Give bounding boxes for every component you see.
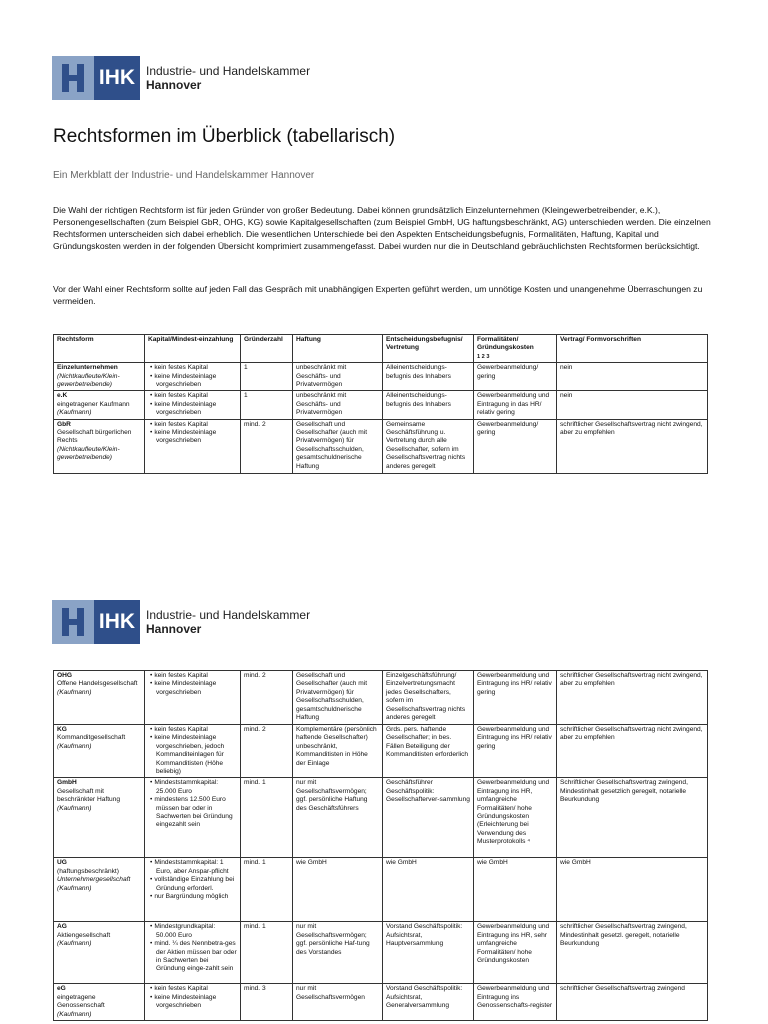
form-name: Einzelunternehmen: [57, 364, 118, 372]
cell-formalitaeten: Gewerbeanmeldung und Eintragung ins HR/ relativ gering: [474, 671, 557, 725]
kapital-item: • keine Mindesteinlage vorgeschrieben, jedoch Kommanditeinlagen für Kommanditisten (Höhe beliebig): [148, 734, 237, 776]
cell-rechtsform: [54, 725, 145, 778]
cell-entscheidung: Alleinentscheidungs-befugnis des Inhabers: [383, 363, 474, 391]
cell-gruender: mind. 2: [241, 725, 293, 778]
cell-kapital: [145, 922, 241, 984]
kapital-list: [148, 421, 237, 446]
cell-vertrag: nein: [557, 363, 708, 391]
header-vertrag: Vertrag/ Formvorschriften: [557, 335, 708, 363]
cell-formalitaeten: Gewerbeanmeldung und Eintragung in das HR/ relativ gering: [474, 391, 557, 419]
form-full-name: Gesellschaft mit beschränkter Haftung: [57, 787, 121, 804]
cell-haftung: nur mit Gesellschaftsvermögen; ggf. persönliche Haf-tung des Vorstandes: [293, 922, 383, 984]
cell-haftung: unbeschränkt mit Geschäfts- und Privatvermögen: [293, 391, 383, 419]
form-category: Unternehmergesellschaft (Kaufmann): [57, 876, 131, 892]
cell-kapital: [145, 984, 241, 1021]
form-category: (Kaufmann): [57, 1010, 92, 1018]
kapital-item: • mindestens 12.500 Euro müssen bar oder in Sachwerten bei Gründung eingezahlt sein: [148, 796, 237, 830]
logo-name: [140, 600, 310, 644]
ihk-emblem-icon: [52, 56, 94, 100]
cell-rechtsform: [54, 671, 145, 725]
table-row: [54, 671, 708, 725]
table-row: [54, 858, 708, 922]
form-category: (Nichtkaufleute/Klein-gewerbetreibende): [57, 372, 120, 389]
kapital-item: • nur Bargründung möglich: [148, 893, 237, 901]
ihk-logo-2: [52, 600, 310, 644]
form-category: (Kaufmann): [57, 688, 92, 696]
intro-paragraph: Die Wahl der richtigen Rechtsform ist für jeden Gründer von großer Bedeutung. Dabei können grundsätzlich Einzelunternehmen (Kleingewerbetreibender, e.K.), Personengesellschaften (zum Beispiel GbR, OHG, KG) sowie Kapitalgesellschaften (zum Beispiel GmbH, UG haftungsbeschränkt, AG) unterschieden werden. Die einzelnen Rechtsformen unterscheiden sich dabei erheblich. Die wesentlichen Unterschiede bei den Aspekten Entscheidungsbefugnis, Formalitäten, Haftung, Kapital und Gründungskosten werden in der folgenden Übersicht komprimiert zusammengefasst. Dabei wurden nur die in Deutschland gebräuchlichsten Rechtsformen berücksichtigt.: [53, 205, 711, 251]
kapital-item: • kein festes Kapital: [148, 421, 237, 429]
cell-vertrag: schriftlicher Gesellschaftsvertrag nicht zwingend, aber zu empfehlen: [557, 419, 708, 473]
cell-kapital: [145, 671, 241, 725]
table-row: [54, 391, 708, 419]
kapital-item: • Mindeststammkapital: 25.000 Euro: [148, 779, 237, 796]
kapital-item: • keine Mindesteinlage vorgeschrieben: [148, 373, 237, 390]
logo-abbr: IHK: [94, 600, 140, 644]
kapital-item: • kein festes Kapital: [148, 985, 237, 993]
cell-gruender: mind. 3: [241, 984, 293, 1021]
cell-rechtsform: [54, 391, 145, 419]
table-row: [54, 419, 708, 473]
cell-vertrag: nein: [557, 391, 708, 419]
form-name: OHG: [57, 672, 73, 679]
cell-entscheidung: Einzelgeschäftsführung/ Einzelvertretungsmacht jedes Gesellschafters, sofern im Gesellschaftsvertrag nichts anderes geregelt: [383, 671, 474, 725]
cell-entscheidung: Gemeinsame Geschäftsführung u. Vertretung durch alle Gesellschafter, sofern im Gesellschaftsvertrag nichts anderes geregelt: [383, 419, 474, 473]
form-name: KG: [57, 726, 67, 733]
cell-gruender: mind. 2: [241, 671, 293, 725]
legal-forms-table-2: [53, 670, 708, 1021]
cell-rechtsform: [54, 778, 145, 858]
advice-paragraph: Vor der Wahl einer Rechtsform sollte auf jeden Fall das Gespräch mit unabhängigen Experten geführt werden, um unnötige Kosten und unangenehme Überraschungen zu vermeiden.: [53, 284, 703, 306]
header-haftung: Haftung: [293, 335, 383, 363]
cell-rechtsform: [54, 922, 145, 984]
cell-entscheidung: Vorstand Geschäftspolitik: Aufsichtsrat, Hauptversammlung: [383, 922, 474, 984]
form-name: e.K: [57, 392, 68, 400]
cell-kapital: [145, 391, 241, 419]
cell-haftung: wie GmbH: [293, 858, 383, 922]
kapital-list: [148, 364, 237, 389]
header-formalitaeten: [474, 335, 557, 363]
cell-vertrag: wie GmbH: [557, 858, 708, 922]
ihk-logo: [52, 56, 310, 100]
logo-abbr: IHK: [94, 56, 140, 100]
cell-kapital: [145, 858, 241, 922]
cell-rechtsform: [54, 984, 145, 1021]
form-name: GbR: [57, 420, 71, 428]
kapital-list: [148, 923, 237, 973]
page-subtitle: Ein Merkblatt der Industrie- und Handelskammer Hannover: [53, 170, 315, 181]
kapital-list: [148, 726, 237, 776]
table-row: [54, 363, 708, 391]
cell-formalitaeten: Gewerbeanmeldung und Eintragung ins HR/ relativ gering: [474, 725, 557, 778]
cell-rechtsform: [54, 419, 145, 473]
form-full-name: Kommanditgesellschaft: [57, 734, 126, 742]
cell-haftung: nur mit Gesellschaftsvermögen; ggf. persönliche Haftung des Geschäftsführers: [293, 778, 383, 858]
form-full-name: eingetragener Kaufmann: [57, 400, 130, 408]
form-category: (Kaufmann): [57, 804, 92, 812]
cell-entscheidung: Alleinentscheidungs-befugnis des Inhabers: [383, 391, 474, 419]
header-formalitaeten-label: Formalitäten/ Gründungskosten: [477, 336, 534, 352]
cell-kapital: [145, 363, 241, 391]
kapital-item: • keine Mindesteinlage vorgeschrieben: [148, 994, 237, 1011]
form-full-name: (haftungsbeschränkt): [57, 867, 119, 875]
cell-formalitaeten: Gewerbeanmeldung und Eintragung ins HR, umfangreiche Formalitäten/ hohe Gründungskosten (Erleichterung bei Verwendung des Musterprotokolls ⁴: [474, 778, 557, 858]
table-row: [54, 922, 708, 984]
logo-line1: Industrie- und Handelskammer: [146, 64, 311, 78]
cell-kapital: [145, 419, 241, 473]
cell-gruender: mind. 1: [241, 922, 293, 984]
cell-gruender: 1: [241, 363, 293, 391]
header-entscheidung: Entscheidungsbefugnis/ Vertretung: [383, 335, 474, 363]
cell-gruender: mind. 1: [241, 778, 293, 858]
logo-name: [140, 56, 310, 100]
form-full-name: Offene Handelsgesellschaft: [57, 680, 138, 688]
cell-haftung: unbeschränkt mit Geschäfts- und Privatvermögen: [293, 363, 383, 391]
cell-gruender: mind. 1: [241, 858, 293, 922]
cell-gruender: mind. 2: [241, 419, 293, 473]
cell-rechtsform: [54, 363, 145, 391]
cell-haftung: Gesellschaft und Gesellschafter (auch mit Privatvermögen) für Gesellschaftsschulden, gesamtschuldnerische Haftung: [293, 419, 383, 473]
header-kapital: Kapital/Mindest-einzahlung: [145, 335, 241, 363]
table-body-2: [54, 671, 708, 1021]
ihk-emblem-icon: [52, 600, 94, 644]
cell-kapital: [145, 778, 241, 858]
page-title: Rechtsformen im Überblick (tabellarisch): [53, 126, 396, 147]
cell-vertrag: schriftlicher Gesellschaftsvertrag zwingend: [557, 984, 708, 1021]
kapital-item: • kein festes Kapital: [148, 672, 237, 680]
header-gruender: Gründerzahl: [241, 335, 293, 363]
footnote-refs: 1 2 3: [477, 353, 490, 360]
logo-line2: Hannover: [146, 78, 202, 92]
cell-vertrag: Schriftlicher Gesellschaftsvertrag zwingend, Mindestinhalt gesetzlich geregelt, notarielle Beurkundung: [557, 778, 708, 858]
kapital-item: • Mindestgrundkapital: 50.000 Euro: [148, 923, 237, 940]
kapital-list: [148, 985, 237, 1010]
kapital-list: [148, 392, 237, 417]
kapital-item: • keine Mindesteinlage vorgeschrieben: [148, 429, 237, 446]
logo-line2: Hannover: [146, 622, 202, 636]
cell-haftung: Gesellschaft und Gesellschafter (auch mit Privatvermögen) für Gesellschaftsschulden, gesamtschuldnerische Haftung: [293, 671, 383, 725]
cell-rechtsform: [54, 858, 145, 922]
cell-formalitaeten: wie GmbH: [474, 858, 557, 922]
header-rechtsform: Rechtsform: [54, 335, 145, 363]
form-full-name: Aktiengesellschaft: [57, 931, 111, 939]
table-row: [54, 725, 708, 778]
form-name: UG: [57, 859, 67, 867]
kapital-item: • kein festes Kapital: [148, 364, 237, 372]
form-category: (Kaufmann): [57, 940, 92, 948]
form-category: (Kaufmann): [57, 742, 92, 750]
logo-line1: Industrie- und Handelskammer: [146, 608, 311, 622]
cell-entscheidung: Vorstand Geschäftspolitik: Aufsichtsrat, Generalversammlung: [383, 984, 474, 1021]
legal-forms-table-1: [53, 334, 708, 474]
kapital-list: [148, 672, 237, 697]
table-header-row: [54, 335, 708, 363]
cell-kapital: [145, 725, 241, 778]
cell-entscheidung: wie GmbH: [383, 858, 474, 922]
table-body-1: [54, 363, 708, 473]
cell-formalitaeten: Gewerbeanmeldung/ gering: [474, 363, 557, 391]
form-category: (Nichtkaufleute/Klein-gewerbetreibende): [57, 445, 120, 462]
table-row: [54, 778, 708, 858]
cell-haftung: Komplementäre (persönlich haftende Gesellschafter) unbeschränkt, Kommanditisten in Höhe der Einlage: [293, 725, 383, 778]
kapital-list: [148, 859, 237, 901]
kapital-item: • mind. ¼ des Nennbetra-ges der Aktien müssen bar oder in Sachwerten bei Gründung einge-zahlt sein: [148, 940, 237, 974]
form-name: AG: [57, 923, 67, 931]
form-name: eG: [57, 985, 66, 993]
cell-formalitaeten: Gewerbeanmeldung und Eintragung ins HR, sehr umfangreiche Formalitäten/ hohe Gründungskosten: [474, 922, 557, 984]
cell-vertrag: schriftlicher Gesellschaftsvertrag zwingend, Mindestinhalt gesetzl. geregelt, notarielle Beurkundung: [557, 922, 708, 984]
form-category: (Kaufmann): [57, 409, 92, 417]
cell-vertrag: schriftlicher Gesellschaftsvertrag nicht zwingend, aber zu empfehlen: [557, 671, 708, 725]
kapital-item: • keine Mindesteinlage vorgeschrieben: [148, 401, 237, 418]
form-name: GmbH: [57, 779, 77, 787]
table-row: [54, 984, 708, 1021]
cell-entscheidung: Geschäftsführer Geschäftspolitik: Gesellschafterver-sammlung: [383, 778, 474, 858]
cell-haftung: nur mit Gesellschaftsvermögen: [293, 984, 383, 1021]
cell-gruender: 1: [241, 391, 293, 419]
kapital-item: • kein festes Kapital: [148, 726, 237, 734]
kapital-item: • keine Mindesteinlage vorgeschrieben: [148, 680, 237, 697]
kapital-item: • Mindeststammkapital: 1 Euro, aber Anspar-pflicht: [148, 859, 237, 876]
form-full-name: eingetragene Genossenschaft: [57, 993, 105, 1010]
cell-formalitaeten: Gewerbeanmeldung und Eintragung ins Genossenschafts-register: [474, 984, 557, 1021]
kapital-list: [148, 779, 237, 829]
cell-vertrag: schriftlicher Gesellschaftsvertrag nicht zwingend, aber zu empfehlen: [557, 725, 708, 778]
kapital-item: • vollständige Einzahlung bei Gründung erforderl.: [148, 876, 237, 893]
kapital-item: • kein festes Kapital: [148, 392, 237, 400]
form-full-name: Gesellschaft bürgerlichen Rechts: [57, 429, 132, 445]
cell-entscheidung: Grds. pers. haftende Gesellschafter; in bes. Fällen Beteiligung der Kommanditisten erforderlich: [383, 725, 474, 778]
cell-formalitaeten: Gewerbeanmeldung/ gering: [474, 419, 557, 473]
